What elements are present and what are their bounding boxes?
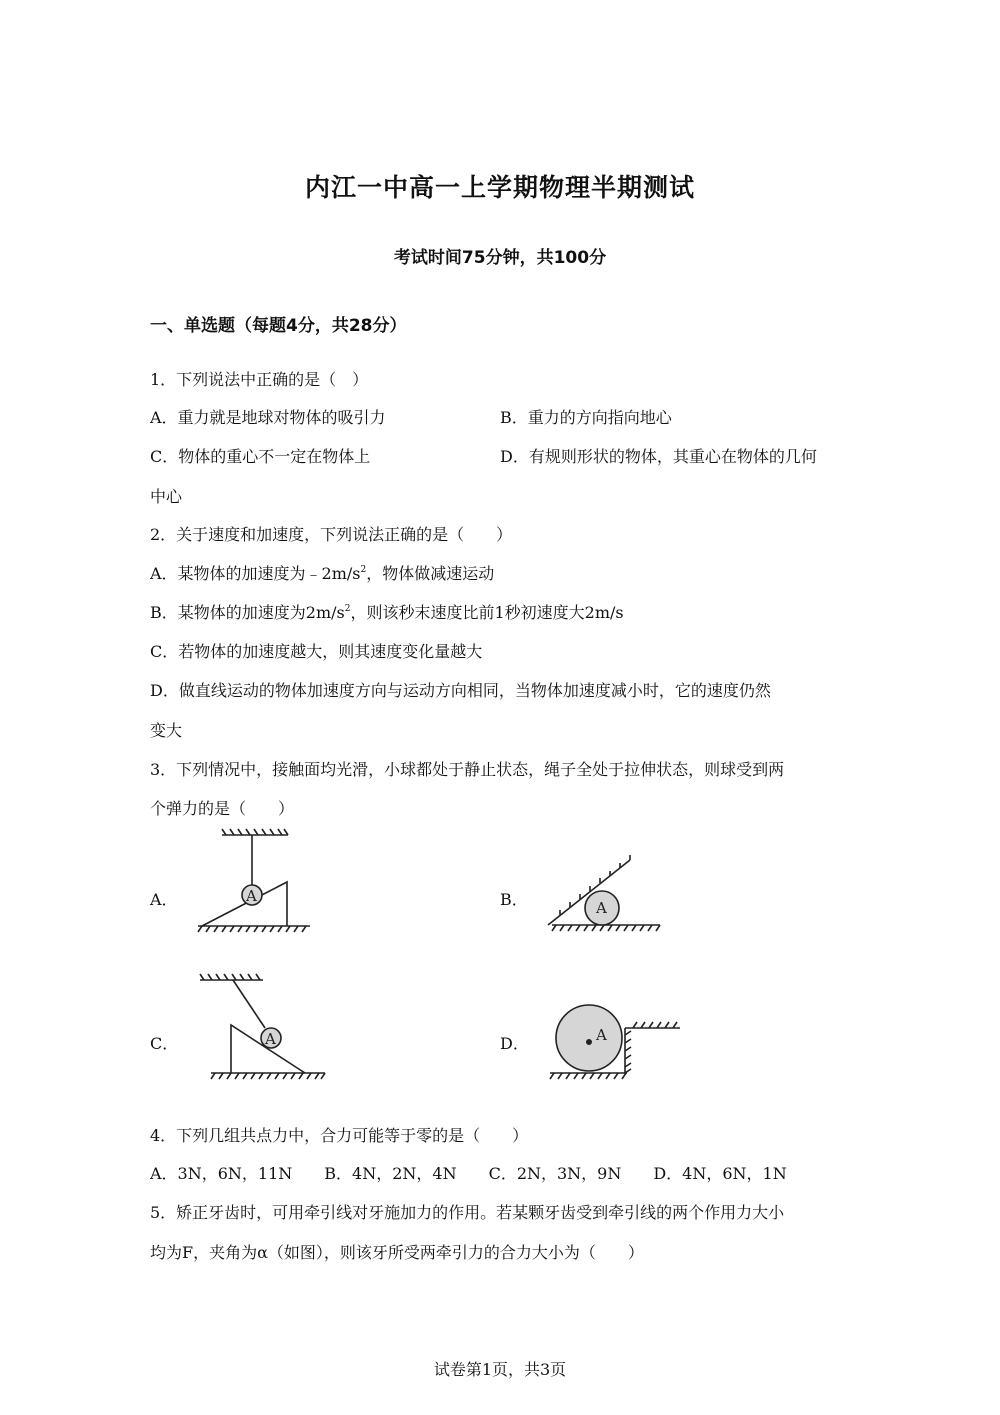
- q3-option-c-label: C．: [150, 1034, 179, 1053]
- q5-stem: 5．矫正牙齿时，可用牵引线对牙施加力的作用。若某颗牙齿受到牵引线的两个作用力大小: [150, 1203, 785, 1222]
- q2-option-a-text: A．某物体的加速度为﹣2m/s: [150, 564, 361, 583]
- q5-stem-cont: 均为F，夹角为α（如图），则该牙所受两牵引力的合力大小为（ ）: [150, 1243, 644, 1262]
- ball-label: A: [246, 887, 257, 905]
- q3-figure-d: [545, 995, 690, 1085]
- q2-option-b-exp: 2: [344, 604, 351, 614]
- q2-option-a-tail: ，物体做减速运动: [366, 564, 495, 583]
- ball-label: A: [265, 1030, 276, 1048]
- ball-label: A: [596, 899, 607, 917]
- q1-option-d: D．有规则形状的物体，其重心在物体的几何: [500, 447, 817, 466]
- q3-figure-c: [195, 970, 335, 1085]
- q2-option-a-exp: 2: [360, 565, 367, 575]
- q3-option-b-label: B．: [500, 890, 528, 909]
- q2-option-b-text: B．某物体的加速度为2m/s: [150, 603, 345, 622]
- q3-option-d-label: D．: [500, 1034, 529, 1053]
- hatch-ceiling-a: [222, 829, 288, 835]
- page-footer: 试卷第1页，共3页: [433, 1360, 567, 1379]
- q2-option-d-cont: 变大: [150, 721, 183, 740]
- q2-option-b-tail: ，则该秒末速度比前1秒初速度大2m/s: [350, 603, 624, 622]
- q1-option-b: B．重力的方向指向地心: [500, 408, 672, 427]
- q3-stem: 3．下列情况中，接触面均光滑，小球都处于静止状态，绳子全处于拉伸状态，则球受到两: [150, 760, 785, 779]
- ball: [556, 1005, 622, 1071]
- q4-stem: 4．下列几组共点力中，合力可能等于零的是（ ）: [150, 1126, 529, 1145]
- exam-title: 内江一中高一上学期物理半期测试: [304, 173, 695, 202]
- section-heading: 一、单选题（每题4分，共28分）: [150, 316, 407, 336]
- q1-option-c: C．物体的重心不一定在物体上: [150, 447, 371, 466]
- q3-stem-cont: 个弹力的是（ ）: [150, 799, 295, 818]
- q3-figure-b: [540, 850, 670, 940]
- q3-option-a-label: A．: [150, 890, 178, 909]
- q2-option-c: C．若物体的加速度越大，则其速度变化量越大: [150, 642, 483, 661]
- q1-option-a: A．重力就是地球对物体的吸引力: [150, 408, 386, 427]
- q3-figure-a: [190, 825, 320, 940]
- q1-option-d-cont: 中心: [150, 487, 183, 506]
- exam-subtitle: 考试时间75分钟，共100分: [393, 248, 607, 268]
- q2-stem: 2．关于速度和加速度，下列说法正确的是（ ）: [150, 525, 513, 544]
- q2-option-d: D．做直线运动的物体加速度方向与运动方向相同，当物体加速度减小时，它的速度仍然: [150, 681, 771, 700]
- q2-option-a: [150, 561, 494, 584]
- ball-label: A: [596, 1026, 607, 1044]
- q1-stem: 1．下列说法中正确的是（ ）: [150, 370, 369, 389]
- q2-option-b: [150, 600, 624, 623]
- q4-options: A．3N，6N，11N B．4N，2N，4N C．2N，3N，9N D．4N，6N，1N: [150, 1164, 787, 1183]
